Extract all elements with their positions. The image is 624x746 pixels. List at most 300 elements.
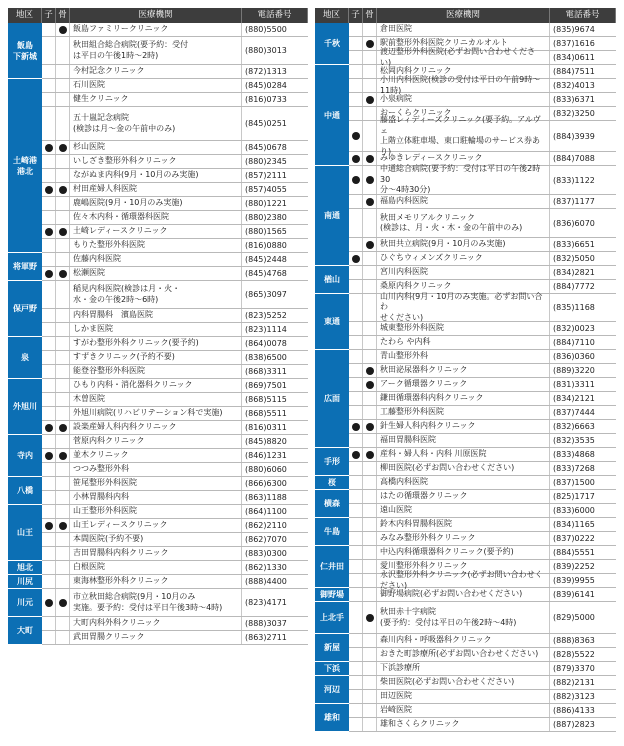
clinic-name: 遠山医院	[377, 504, 550, 517]
clinic-name: しかま医院	[70, 323, 242, 336]
child-checkup-cell	[349, 676, 363, 689]
phone-number: (828)5522	[553, 650, 595, 659]
clinic-name: 笹尾整形外科医院	[70, 477, 242, 490]
area-label: 旭北	[8, 561, 42, 575]
phone-number: (880)2380	[245, 213, 287, 222]
area-label: 下浜	[315, 662, 349, 676]
bone-checkup-cell	[56, 617, 70, 630]
area-label: 東通	[315, 294, 349, 350]
bone-checkup-cell	[56, 393, 70, 406]
filled-circle-icon	[59, 270, 67, 278]
table-row	[42, 267, 308, 281]
bone-checkup-cell	[363, 79, 377, 92]
child-checkup-cell	[42, 141, 56, 154]
bone-checkup-cell	[56, 449, 70, 462]
bone-checkup-cell	[56, 197, 70, 210]
area-group	[8, 477, 308, 505]
phone-number: (880)3013	[245, 46, 287, 55]
table-row	[349, 406, 616, 420]
clinic-name: 今村記念クリニック	[70, 65, 242, 78]
bone-checkup-cell	[56, 323, 70, 336]
bone-checkup-cell	[56, 79, 70, 92]
table-row	[42, 365, 308, 379]
child-checkup-cell	[42, 197, 56, 210]
table-row	[42, 491, 308, 505]
phone-number: (833)6371	[553, 95, 595, 104]
table-row	[42, 141, 308, 155]
phone-number: (846)1231	[245, 451, 287, 460]
table-row	[42, 239, 308, 253]
child-checkup-cell	[349, 420, 363, 433]
child-checkup-cell	[42, 211, 56, 224]
table-row	[42, 519, 308, 533]
area-group	[8, 79, 308, 253]
table-row	[349, 420, 616, 434]
bone-checkup-cell	[56, 211, 70, 224]
bone-checkup-cell	[363, 107, 377, 120]
area-label: 千秋	[315, 23, 349, 65]
area-label: 八橋	[8, 477, 42, 505]
clinic-name: 桑原内科クリニック	[377, 280, 550, 293]
phone-number: (839)6141	[553, 590, 595, 599]
area-group	[315, 23, 616, 65]
bone-checkup-cell	[56, 155, 70, 168]
table-row	[42, 183, 308, 197]
bone-checkup-cell	[56, 589, 70, 616]
phone-number: (888)3037	[245, 619, 287, 628]
bone-checkup-cell	[363, 504, 377, 517]
bone-checkup-cell	[56, 93, 70, 106]
bone-checkup-cell	[363, 209, 377, 237]
clinic-name: 稲見内科医院(検診は月・火・ 水・金の午後2時～6時)	[70, 281, 242, 308]
bone-checkup-cell	[363, 476, 377, 489]
child-checkup-cell	[42, 79, 56, 92]
table-row	[42, 337, 308, 351]
phone-number: (835)9674	[553, 25, 595, 34]
clinic-name: 高橋内科医院	[377, 476, 550, 489]
table-row	[349, 364, 616, 378]
area-group	[315, 662, 616, 676]
table-row	[349, 662, 616, 676]
bone-checkup-cell	[56, 491, 70, 504]
area-label: 桜	[315, 476, 349, 490]
phone-number: (837)1616	[553, 39, 595, 48]
child-checkup-cell	[349, 560, 363, 573]
child-checkup-cell	[42, 183, 56, 196]
clinic-name: 青山整形外科	[377, 350, 550, 363]
table-row	[349, 434, 616, 448]
phone-number: (834)2821	[553, 268, 595, 277]
child-checkup-cell	[42, 575, 56, 588]
clinic-name: 愛川整形外科クリニック	[377, 560, 550, 573]
header-ho: 骨	[363, 8, 377, 23]
clinic-name: 五十嵐記念病院 (検診は月～金の午前中のみ)	[70, 107, 242, 140]
child-checkup-cell	[42, 281, 56, 308]
child-checkup-cell	[42, 407, 56, 420]
phone-number: (832)6663	[553, 422, 595, 431]
filled-circle-icon	[366, 423, 374, 431]
phone-number: (884)7110	[553, 338, 595, 347]
child-checkup-cell	[349, 37, 363, 50]
clinic-name: いしざき整形外科クリニック	[70, 155, 242, 168]
area-group	[315, 518, 616, 546]
bone-checkup-cell	[56, 309, 70, 322]
table-row	[42, 169, 308, 183]
phone-number: (839)2252	[553, 562, 595, 571]
bone-checkup-cell	[56, 225, 70, 238]
table-row	[42, 225, 308, 239]
table-row	[349, 532, 616, 546]
clinic-name: ながぬま内科(9月・10月のみ実施)	[70, 169, 242, 182]
bone-checkup-cell	[363, 266, 377, 279]
bone-checkup-cell	[363, 37, 377, 50]
phone-number: (868)3311	[245, 367, 287, 376]
child-checkup-cell	[349, 546, 363, 559]
child-checkup-cell	[349, 364, 363, 377]
table-row	[349, 588, 616, 602]
phone-number: (832)0023	[553, 324, 595, 333]
table-row	[42, 79, 308, 93]
clinic-name: 木曽医院	[70, 393, 242, 406]
bone-checkup-cell	[56, 239, 70, 252]
table-row	[42, 477, 308, 491]
phone-number: (833)6651	[553, 240, 595, 249]
child-checkup-cell	[42, 267, 56, 280]
phone-number: (884)3939	[553, 131, 595, 141]
bone-checkup-cell	[363, 252, 377, 265]
child-checkup-cell	[349, 532, 363, 545]
table-header	[315, 8, 616, 23]
child-checkup-cell	[349, 662, 363, 675]
phone-number: (888)4400	[245, 577, 287, 586]
area-label: 楢山	[315, 266, 349, 294]
area-label: 横森	[315, 490, 349, 518]
clinic-table-left	[8, 8, 308, 645]
child-checkup-cell	[42, 393, 56, 406]
area-group	[8, 561, 308, 575]
bone-checkup-cell	[363, 490, 377, 503]
table-row	[42, 65, 308, 79]
bone-checkup-cell	[363, 23, 377, 36]
area-group	[8, 23, 308, 79]
bone-checkup-cell	[363, 392, 377, 405]
area-group	[315, 490, 616, 518]
clinic-name: 森川内科・呼吸器科クリニック	[377, 634, 550, 647]
child-checkup-cell	[349, 209, 363, 237]
child-checkup-cell	[42, 463, 56, 476]
filled-circle-icon	[45, 424, 53, 432]
child-checkup-cell	[42, 435, 56, 448]
filled-circle-icon	[59, 26, 67, 34]
table-row	[42, 631, 308, 645]
table-row	[349, 634, 616, 648]
bone-checkup-cell	[363, 195, 377, 208]
header-ko: 子	[42, 8, 56, 23]
child-checkup-cell	[349, 51, 363, 64]
phone-number: (829)5000	[553, 613, 595, 622]
child-checkup-cell	[349, 93, 363, 106]
clinic-name: たわら や内科	[377, 336, 550, 349]
bone-checkup-cell	[56, 267, 70, 280]
table-row	[349, 648, 616, 662]
clinic-name: すがわ整形外科クリニック(要予約)	[70, 337, 242, 350]
phone-number: (832)5050	[553, 254, 595, 263]
table-row	[349, 166, 616, 195]
child-checkup-cell	[349, 195, 363, 208]
child-checkup-cell	[42, 337, 56, 350]
clinic-name: もりた整形外科医院	[70, 239, 242, 252]
child-checkup-cell	[349, 448, 363, 461]
bone-checkup-cell	[56, 37, 70, 64]
clinic-name: みなみ整形外科クリニック	[377, 532, 550, 545]
child-checkup-cell	[42, 323, 56, 336]
clinic-name: 松瀬医院	[70, 267, 242, 280]
filled-circle-icon	[59, 522, 67, 530]
child-checkup-cell	[349, 336, 363, 349]
bone-checkup-cell	[56, 547, 70, 560]
bone-checkup-cell	[56, 183, 70, 196]
bone-checkup-cell	[56, 435, 70, 448]
area-group	[8, 575, 308, 589]
filled-circle-icon	[59, 144, 67, 152]
bone-checkup-cell	[56, 65, 70, 78]
child-checkup-cell	[349, 166, 363, 194]
area-group	[315, 676, 616, 704]
phone-number: (884)5551	[553, 548, 595, 557]
phone-number: (836)6070	[553, 218, 595, 228]
clinic-name: 石川医院	[70, 79, 242, 92]
header-name: 医療機関	[377, 8, 550, 23]
phone-number: (864)0078	[245, 339, 287, 348]
filled-circle-icon	[366, 40, 374, 48]
bone-checkup-cell	[56, 365, 70, 378]
table-row	[349, 676, 616, 690]
child-checkup-cell	[349, 378, 363, 391]
phone-number: (845)0251	[245, 119, 287, 128]
phone-number: (825)1717	[553, 492, 595, 501]
area-group	[315, 65, 616, 166]
table-row	[42, 107, 308, 141]
table-row	[349, 209, 616, 238]
phone-number: (834)0611	[553, 53, 595, 62]
table-row	[42, 505, 308, 519]
bone-checkup-cell	[56, 631, 70, 644]
clinic-name: アーク循環器クリニック	[377, 378, 550, 391]
area-label: 手形	[315, 448, 349, 476]
clinic-name: 下浜診療所	[377, 662, 550, 675]
phone-number: (869)7501	[245, 381, 287, 390]
phone-number: (864)1100	[245, 507, 287, 516]
child-checkup-cell	[349, 392, 363, 405]
child-checkup-cell	[349, 294, 363, 321]
clinic-name: ひぐちウィメンズクリニック	[377, 252, 550, 265]
area-label: 川元	[8, 589, 42, 617]
table-row	[349, 518, 616, 532]
phone-number: (832)3535	[553, 436, 595, 445]
child-checkup-cell	[42, 519, 56, 532]
area-group	[315, 166, 616, 266]
area-group	[8, 617, 308, 645]
phone-number: (889)3220	[553, 366, 595, 375]
area-group	[315, 704, 616, 732]
bone-checkup-cell	[56, 281, 70, 308]
table-row	[349, 490, 616, 504]
clinic-name: 内科胃腸科 濱島医院	[70, 309, 242, 322]
table-row	[42, 617, 308, 631]
phone-number: (865)3097	[245, 290, 287, 299]
table-row	[349, 238, 616, 252]
filled-circle-icon	[45, 144, 53, 152]
clinic-name: 市立秋田総合病院(9月・10月のみ 実施。要予約：受付は平日午後3時～4時)	[70, 589, 242, 616]
child-checkup-cell	[349, 574, 363, 587]
clinic-name: 秋田メモリアルクリニック (検診は、月・火・木・金の午前中のみ)	[377, 209, 550, 237]
bone-checkup-cell	[363, 322, 377, 335]
phone-number: (884)7088	[553, 154, 595, 163]
phone-number: (857)2111	[245, 171, 287, 180]
child-checkup-cell	[42, 23, 56, 36]
area-group	[315, 588, 616, 602]
child-checkup-cell	[349, 648, 363, 661]
phone-number: (863)1188	[245, 493, 287, 502]
clinic-name: 武田胃腸クリニック	[70, 631, 242, 644]
child-checkup-cell	[349, 79, 363, 92]
child-checkup-cell	[42, 449, 56, 462]
filled-circle-icon	[366, 155, 374, 163]
bone-checkup-cell	[363, 448, 377, 461]
phone-number: (880)2345	[245, 157, 287, 166]
area-group	[315, 546, 616, 588]
table-row	[42, 589, 308, 617]
area-group	[8, 435, 308, 477]
area-group	[315, 476, 616, 490]
area-group	[8, 379, 308, 435]
bone-checkup-cell	[363, 121, 377, 151]
clinic-name: 小泉病院	[377, 93, 550, 106]
bone-checkup-cell	[363, 65, 377, 78]
table-row	[42, 253, 308, 267]
child-checkup-cell	[42, 169, 56, 182]
table-header	[8, 8, 308, 23]
phone-number: (838)6500	[245, 353, 287, 362]
clinic-name: 秋田組合総合病院(要予約：受付 は平日の午後1時～2時)	[70, 37, 242, 64]
phone-number: (837)1177	[553, 197, 595, 206]
clinic-name: 鈴木内科胃腸科医院	[377, 518, 550, 531]
header-name: 医療機関	[70, 8, 242, 23]
bone-checkup-cell	[363, 518, 377, 531]
area-group	[8, 253, 308, 281]
area-label: 土崎港 港北	[8, 79, 42, 253]
filled-circle-icon	[59, 424, 67, 432]
clinic-name: 渡辺整形外科医院(必ずお問い合わせください)	[377, 51, 550, 64]
filled-circle-icon	[45, 599, 53, 607]
phone-number: (862)2110	[245, 521, 287, 530]
child-checkup-cell	[42, 155, 56, 168]
bone-checkup-cell	[363, 676, 377, 689]
phone-number: (845)4768	[245, 269, 287, 278]
child-checkup-cell	[349, 406, 363, 419]
clinic-table-right	[315, 8, 616, 732]
phone-number: (866)6300	[245, 479, 287, 488]
bone-checkup-cell	[56, 23, 70, 36]
area-label: 上北手	[315, 602, 349, 634]
child-checkup-cell	[349, 504, 363, 517]
child-checkup-cell	[349, 476, 363, 489]
table-row	[349, 322, 616, 336]
bone-checkup-cell	[363, 546, 377, 559]
clinic-name: 山川内科(9月・10月のみ実施。必ずお問い合わ せください)	[377, 294, 550, 321]
clinic-name: 秋田共立病院(9月・10月のみ実施)	[377, 238, 550, 251]
child-checkup-cell	[349, 252, 363, 265]
child-checkup-cell	[349, 280, 363, 293]
child-checkup-cell	[42, 547, 56, 560]
clinic-name: 御野場病院(必ずお問い合わせください)	[377, 588, 550, 601]
phone-number: (839)9955	[553, 576, 595, 585]
child-checkup-cell	[349, 634, 363, 647]
phone-number: (879)3370	[553, 664, 595, 673]
bone-checkup-cell	[56, 169, 70, 182]
clinic-name: 健生クリニック	[70, 93, 242, 106]
table-row	[349, 336, 616, 350]
child-checkup-cell	[349, 462, 363, 475]
clinic-name: ひもり内科・消化器科クリニック	[70, 379, 242, 392]
bone-checkup-cell	[363, 280, 377, 293]
clinic-name: 宮川内科医院	[377, 266, 550, 279]
bone-checkup-cell	[363, 718, 377, 731]
table-row	[42, 435, 308, 449]
clinic-name: 菅原内科クリニック	[70, 435, 242, 448]
child-checkup-cell	[349, 718, 363, 731]
table-row	[42, 463, 308, 477]
table-row	[349, 690, 616, 704]
clinic-name: 村田産婦人科医院	[70, 183, 242, 196]
child-checkup-cell	[42, 93, 56, 106]
area-label: 保戸野	[8, 281, 42, 337]
table-row	[349, 350, 616, 364]
phone-number: (837)1500	[553, 478, 595, 487]
header-tel: 電話番号	[550, 8, 616, 23]
clinic-name: 鹿嶋医院(9月・10月のみ実施)	[70, 197, 242, 210]
table-row	[42, 197, 308, 211]
child-checkup-cell	[42, 351, 56, 364]
table-row	[42, 37, 308, 65]
filled-circle-icon	[352, 255, 360, 263]
bone-checkup-cell	[56, 141, 70, 154]
child-checkup-cell	[42, 421, 56, 434]
phone-number: (863)2711	[245, 633, 287, 642]
clinic-name: 吉田胃腸科内科クリニック	[70, 547, 242, 560]
phone-number: (833)7268	[553, 464, 595, 473]
phone-number: (845)8820	[245, 437, 287, 446]
table-row	[349, 378, 616, 392]
bone-checkup-cell	[56, 575, 70, 588]
table-row	[42, 379, 308, 393]
clinic-name: 柳田医院(必ずお問い合わせください)	[377, 462, 550, 475]
table-row	[42, 281, 308, 309]
area-label: 泉	[8, 337, 42, 379]
filled-circle-icon	[59, 452, 67, 460]
table-row	[349, 23, 616, 37]
clinic-name: 本間医院(予約不要)	[70, 533, 242, 546]
table-row	[42, 547, 308, 561]
table-row	[42, 309, 308, 323]
clinic-name: おきた町診療所(必ずお問い合わせください)	[377, 648, 550, 661]
phone-number: (835)1168	[553, 303, 595, 312]
area-group	[315, 634, 616, 662]
phone-number: (862)1330	[245, 563, 287, 572]
bone-checkup-cell	[363, 560, 377, 573]
bone-checkup-cell	[363, 662, 377, 675]
clinic-name: 大町内科外科クリニック	[70, 617, 242, 630]
